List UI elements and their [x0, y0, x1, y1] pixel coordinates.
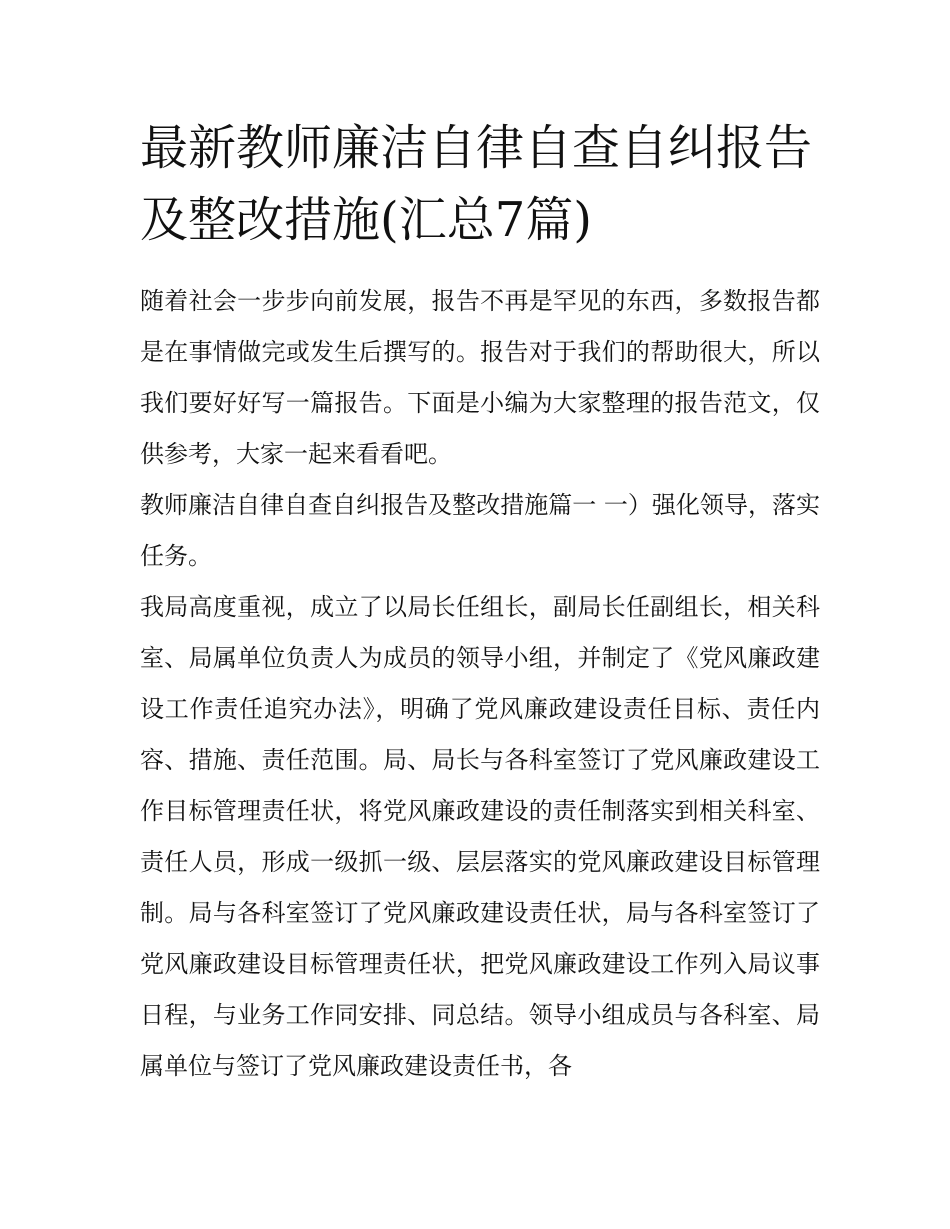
document-title: 最新教师廉洁自律自查自纠报告及整改措施(汇总7篇): [140, 120, 813, 248]
paragraph-main: 我局高度重视，成立了以局长任组长，副局长任副组长，相关科室、局属单位负责人为成员的领导小组，并制定了《党风廉政建设工作责任追究办法》，明确了党风廉政建设责任目标、责任内容、措施、责任范围。局、局长与各科室签订了党风廉政建设工作目标管理责任状，将党风廉政建设的责任制落实到相关科室、责任人员，形成一级抓一级、层层落实的党风廉政建设目标管理制。局与各科室签订了党风廉政建设责任状，局与各科室签订了党风廉政建设目标管理责任状，把党风廉政建设工作列入局议事日程，与业务工作同安排、同总结。领导小组成员与各科室、局属单位与签订了党风廉政建设责任书，各: [140, 593, 820, 1080]
document-body: [140, 276, 820, 1092]
paragraph-intro: 随着社会一步步向前发展，报告不再是罕见的东西，多数报告都是在事情做完或发生后撰写的。报告对于我们的帮助很大，所以我们要好好写一篇报告。下面是小编为大家整理的报告范文，仅供参考，大家一起来看看吧。: [140, 287, 820, 468]
paragraph-section-heading: 教师廉洁自律自查自纠报告及整改措施篇一 一）强化领导，落实任务。: [140, 491, 820, 570]
